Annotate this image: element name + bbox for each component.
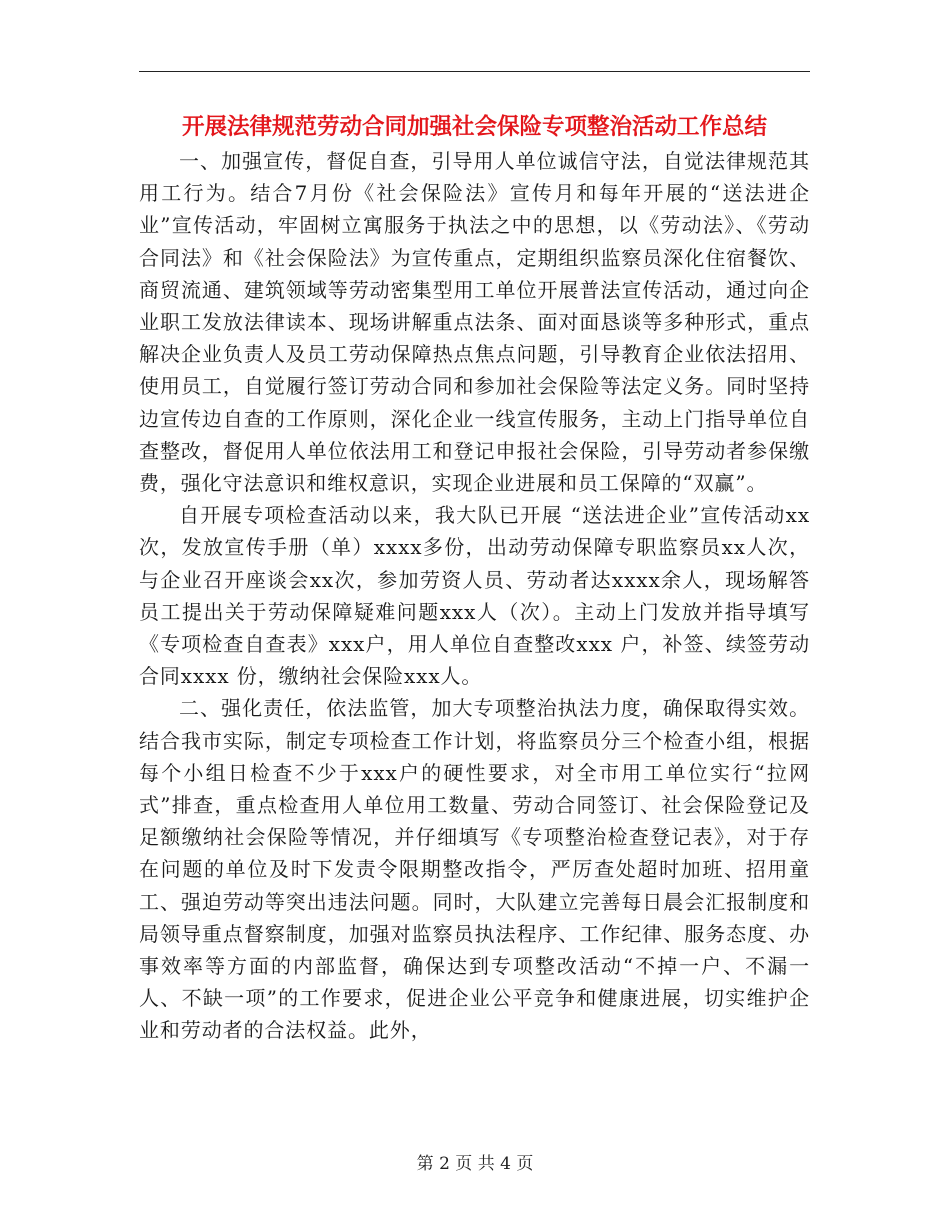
- document-title: 开展法律规范劳动合同加强社会保险专项整治活动工作总结: [181, 114, 767, 140]
- paragraph-1: 一、加强宣传，督促自查，引导用人单位诚信守法，自觉法律规范其用工行为。结合7月份《社会保险法》宣传月和每年开展的“送法进企业”宣传活动，牢固树立寓服务于执法之中的思想，以《劳动法》、《劳动合同法》和《社会保险法》为宣传重点，定期组织监察员深化住宿餐饮、商贸流通、建筑领域等劳动密集型用工单位开展普法宣传活动，通过向企业职工发放法律读本、现场讲解重点法条、面对面恳谈等多种形式，重点解决企业负责人及员工劳动保障热点焦点问题，引导教育企业依法招用、使用员工，自觉履行签订劳动合同和参加社会保险等法定义务。同时坚持边宣传边自查的工作原则，深化企业一线宣传服务，主动上门指导单位自查整改，督促用人单位依法用工和登记申报社会保险，引导劳动者参保缴费，强化守法意识和维权意识，实现企业进展和员工保障的“双赢”。: [139, 149, 810, 496]
- page-footer: 第 2 页 共 4 页: [416, 1154, 534, 1174]
- header-rule: [139, 71, 810, 72]
- paragraph-2: 自开展专项检查活动以来，我大队已开展 “送法进企业”宣传活动xx次，发放宣传手册（单）xxxx多份，出动劳动保障专职监察员xx人次，与企业召开座谈会xx次，参加劳资人员、劳动者达xxxx余人，现场解答员工提出关于劳动保障疑难问题xxx人（次）。主动上门发放并指导填写《专项检查自查表》xxx户，用人单位自查整改xxx 户，补签、续签劳动合同xxxx 份，缴纳社会保险xxx人。: [139, 503, 810, 689]
- document-body: [139, 145, 810, 1047]
- paragraph-3: 二、强化责任，依法监管，加大专项整治执法力度，确保取得实效。结合我市实际，制定专项检查工作计划，将监察员分三个检查小组，根据每个小组日检查不少于xxx户的硬性要求，对全市用工单位实行“拉网式”排查，重点检查用人单位用工数量、劳动合同签订、社会保险登记及足额缴纳社会保险等情况，并仔细填写《专项整治检查登记表》，对于存在问题的单位及时下发责令限期整改指令，严厉查处超时加班、招用童工、强迫劳动等突出违法问题。同时，大队建立完善每日晨会汇报制度和局领导重点督察制度，加强对监察员执法程序、工作纪律、服务态度、办事效率等方面的内部监督，确保达到专项整改活动“不掉一户、不漏一人、不缺一项”的工作要求，促进企业公平竞争和健康进展，切实维护企业和劳动者的合法权益。此外，: [139, 696, 810, 1043]
